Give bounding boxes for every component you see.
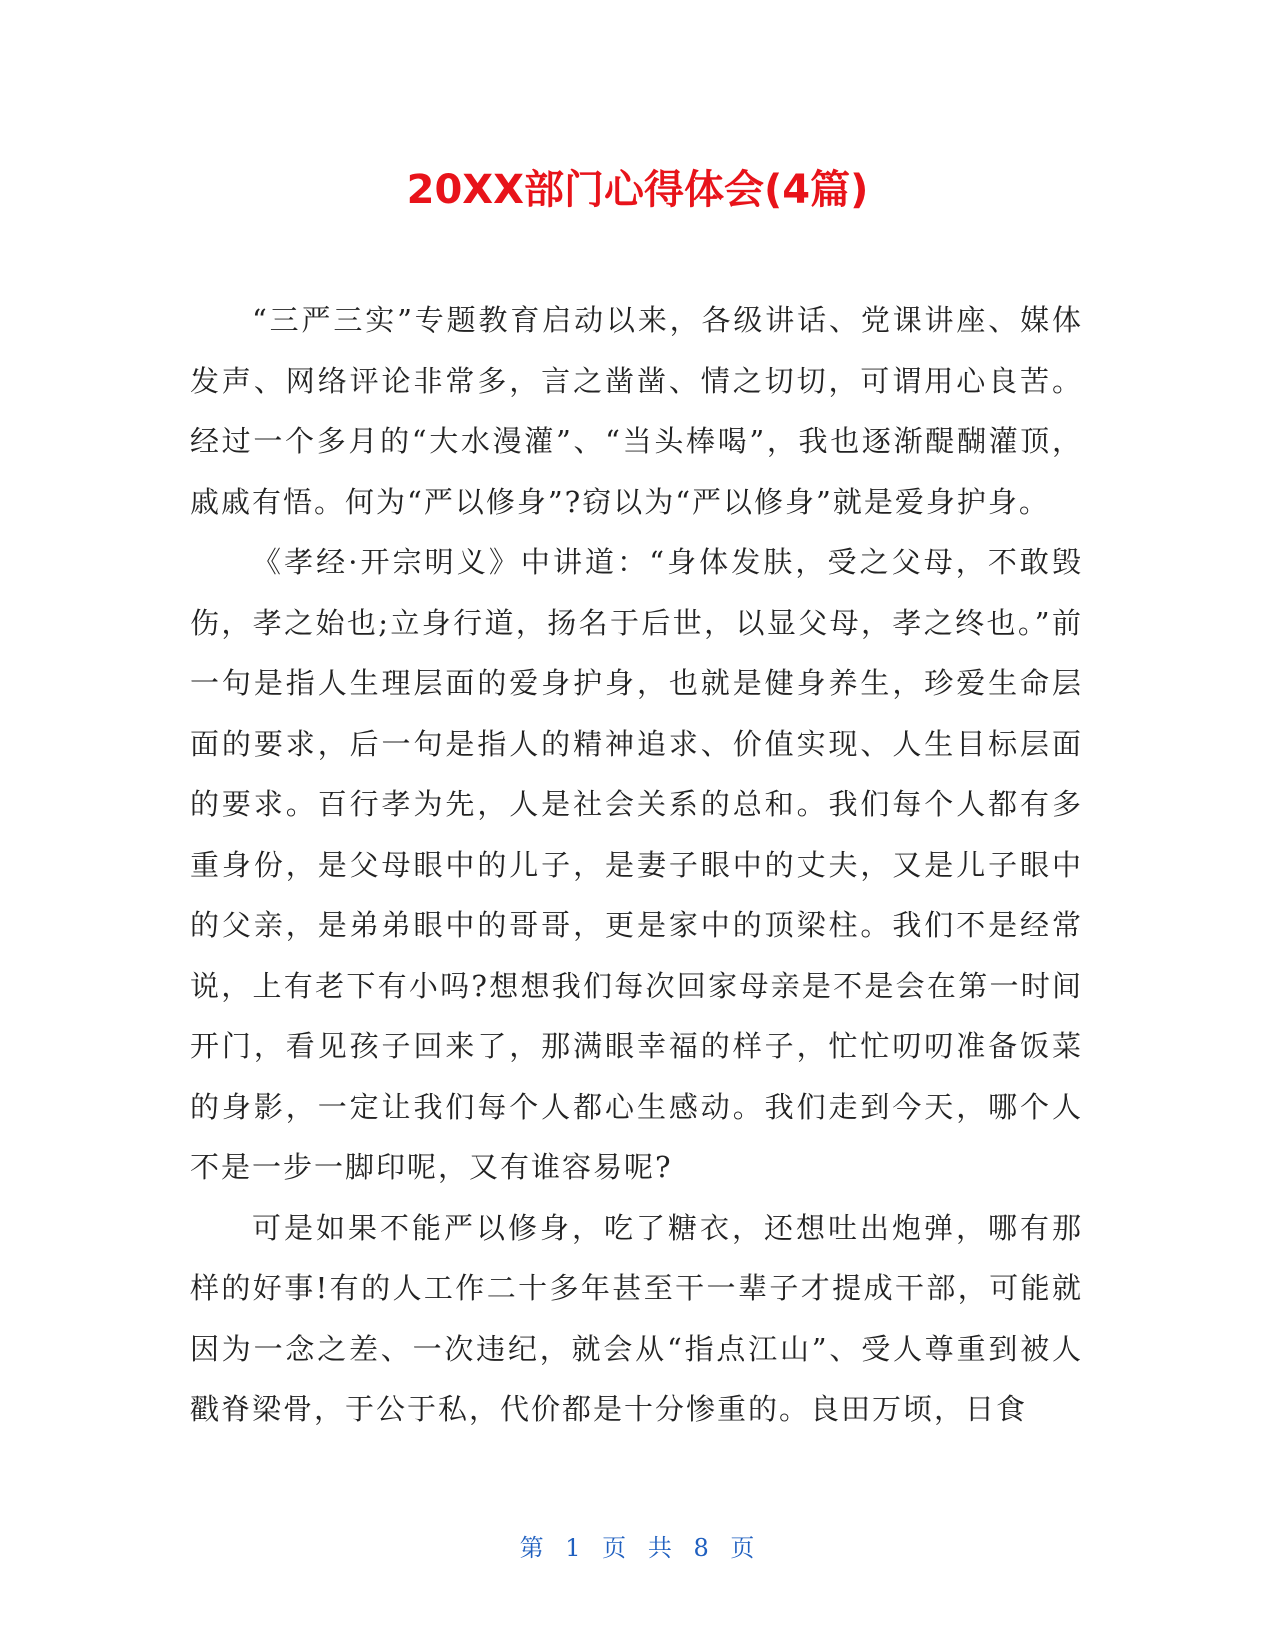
paragraph-3: 可是如果不能严以修身，吃了糖衣，还想吐出炮弹，哪有那样的好事!有的人工作二十多年甚至干一辈子才提成干部，可能就因为一念之差、一次违纪，就会从“指点江山”、受人尊重到被人戳脊梁骨，于公于私，代价都是十分惨重的。良田万顷，日食: [190, 1210, 1083, 1426]
footer-current-page: 1: [565, 1534, 582, 1562]
document-title: 20XX部门心得体会(4篇): [406, 167, 869, 213]
footer-label-gong: 共: [647, 1534, 673, 1562]
footer-label-ye-2: 页: [730, 1534, 756, 1562]
paragraph-1: “三严三实”专题教育启动以来，各级讲话、党课讲座、媒体发声、网络评论非常多，言之凿凿、情之切切，可谓用心良苦。经过一个多月的“大水漫灌”、“当头棒喝”，我也逐渐醍醐灌顶，戚戚有悟。何为“严以修身”?窃以为“严以修身”就是爱身护身。: [190, 303, 1083, 519]
paragraph-2: 《孝经·开宗明义》中讲道：“身体发肤，受之父母，不敢毁伤，孝之始也;立身行道，扬名于后世，以显父母，孝之终也。”前一句是指人生理层面的爱身护身，也就是健身养生，珍爱生命层面的要求，后一句是指人的精神追求、价值实现、人生目标层面的要求。百行孝为先，人是社会关系的总和。我们每个人都有多重身份，是父母眼中的儿子，是妻子眼中的丈夫，又是儿子眼中的父亲，是弟弟眼中的哥哥，更是家中的顶梁柱。我们不是经常说，上有老下有小吗?想想我们每次回家母亲是不是会在第一时间开门，看见孩子回来了，那满眼幸福的样子，忙忙叨叨准备饭菜的身影，一定让我们每个人都心生感动。我们走到今天，哪个人不是一步一脚印呢，又有谁容易呢?: [190, 545, 1083, 1184]
footer-total-pages: 8: [693, 1534, 710, 1562]
footer-label-di: 第: [519, 1534, 545, 1562]
document-body: [190, 290, 1083, 1440]
page-number-footer: [0, 1530, 1275, 1566]
footer-label-ye: 页: [602, 1534, 628, 1562]
